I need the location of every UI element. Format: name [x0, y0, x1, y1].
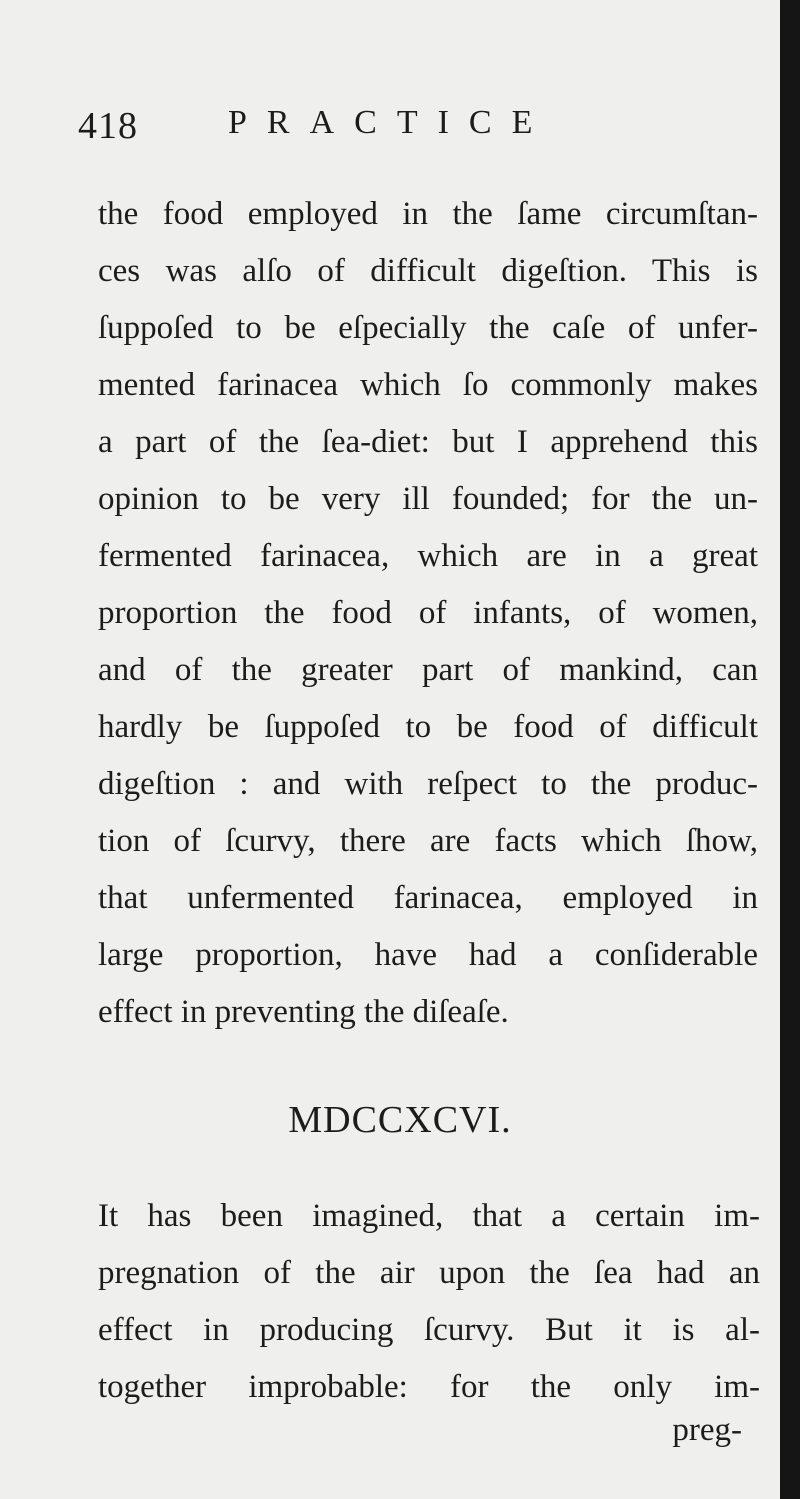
paragraph-2	[98, 1188, 760, 1416]
text-line: tion of ſcurvy, there are facts which ſhow,	[98, 823, 758, 859]
text-line: that unfermented farinacea, employed in	[98, 880, 758, 916]
text-line: effect in producing ſcurvy. But it is al-	[98, 1312, 760, 1348]
text-line: and of the greater part of mankind, can	[98, 652, 758, 688]
page-header	[78, 104, 638, 164]
page-edge-shadow	[780, 0, 800, 1499]
text-line: ſuppoſed to be eſpecially the caſe of unfer-	[98, 310, 758, 346]
text-line: hardly be ſuppoſed to be food of difficult	[98, 709, 758, 745]
text-line: ces was alſo of difficult digeſtion. This is	[98, 253, 758, 289]
text-line: large proportion, have had a conſiderable	[98, 937, 758, 973]
catchword: preg-	[672, 1412, 742, 1448]
text-line: mented farinacea which ſo commonly makes	[98, 367, 758, 403]
text-line: a part of the ſea-diet: but I apprehend this	[98, 424, 758, 460]
text-line: effect in preventing the diſeaſe.	[98, 994, 509, 1030]
page-number: 418	[78, 105, 138, 147]
paragraph-1	[98, 186, 758, 1041]
running-head: PRACTICE	[228, 104, 553, 141]
text-line: opinion to be very ill founded; for the un-	[98, 481, 758, 517]
text-line: together improbable: for the only im-	[98, 1369, 760, 1405]
text-line: proportion the food of infants, of women,	[98, 595, 758, 631]
text-line: digeſtion : and with reſpect to the produc-	[98, 766, 758, 802]
text-line: the food employed in the ſame circumſtan-	[98, 196, 758, 232]
text-line: It has been imagined, that a certain im-	[98, 1198, 760, 1234]
section-heading: MDCCXCVI.	[288, 1099, 512, 1141]
text-line: fermented farinacea, which are in a great	[98, 538, 758, 574]
text-line: pregnation of the air upon the ſea had an	[98, 1255, 760, 1291]
